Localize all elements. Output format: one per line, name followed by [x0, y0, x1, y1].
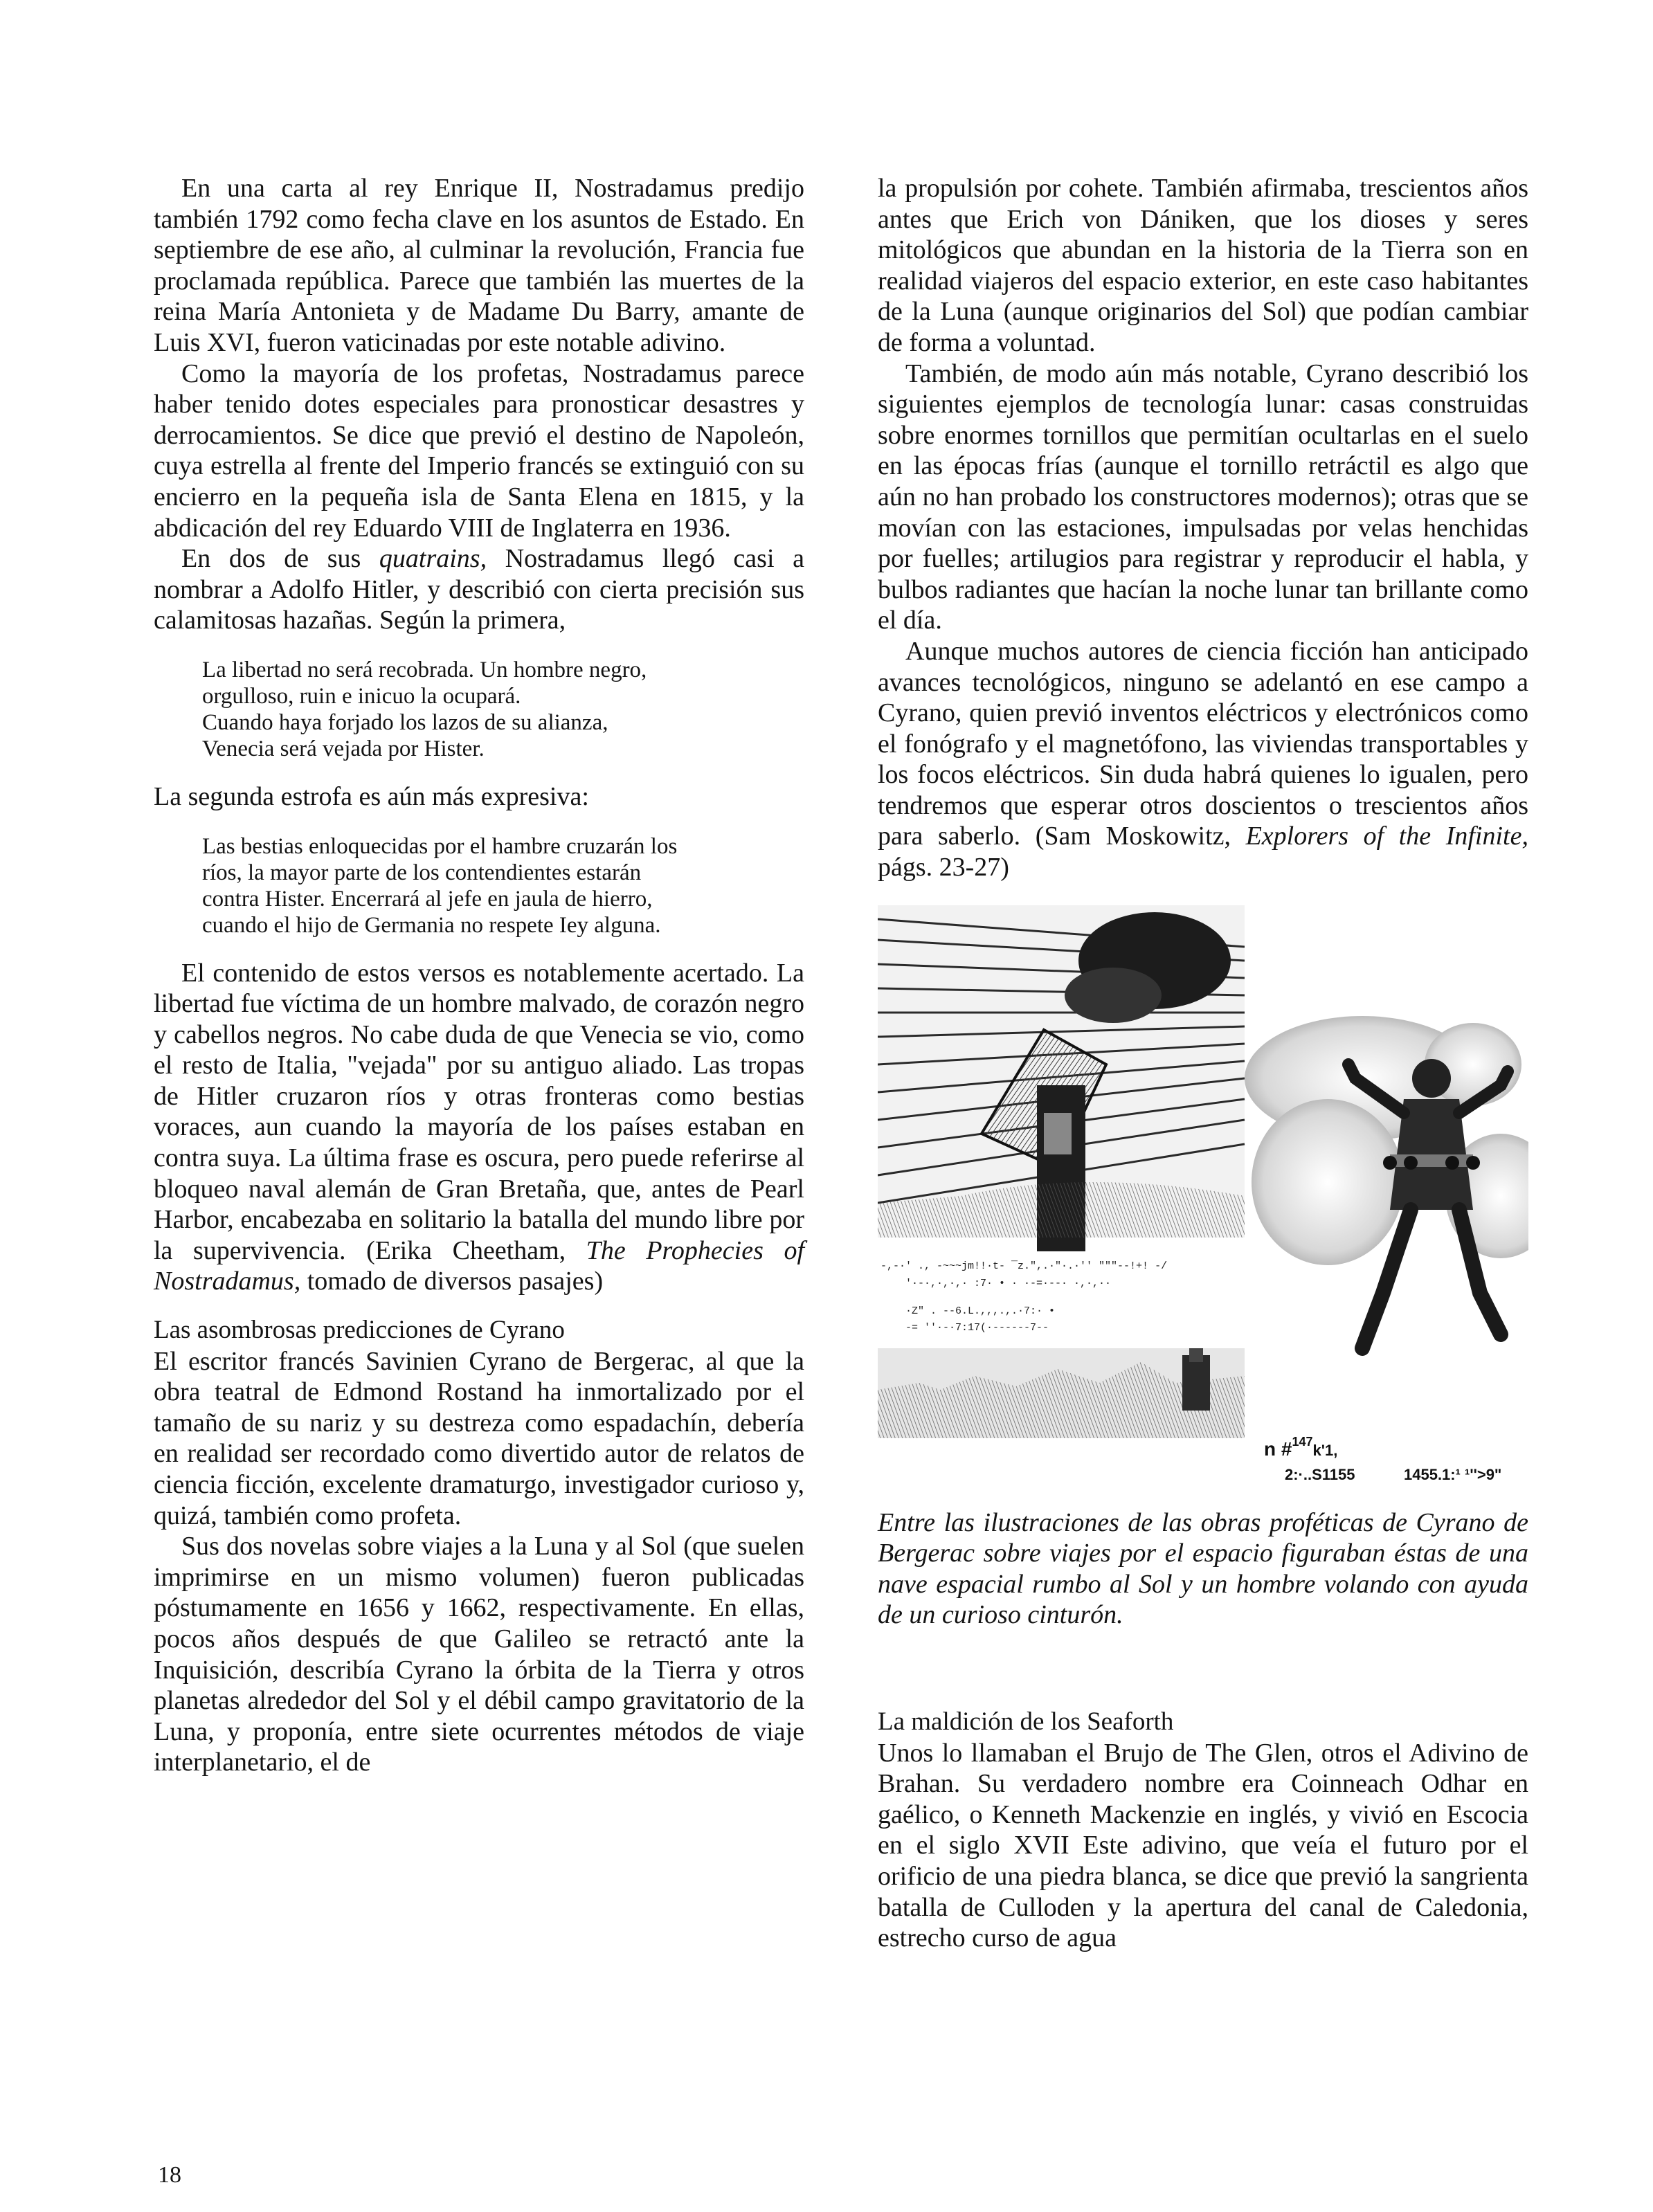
text-run: Aunque muchos autores de ciencia ficción han anticipado avances tecnológicos, ninguno se adelantó en ese campo a Cyrano, quien previó inventos eléctricos y electrónicos como el fonógrafo y el magnetófono, las viviendas transportables y los focos eléctricos. Sin duda habrá quienes lo igualen, pero tendremos que esperar otros doscientos o trescientos años para saberlo. (Sam Moskowitz,	[878, 636, 1528, 851]
text-run: Unos lo llamaban el Brujo de The Glen, otros el Adivino de Brahan. Su verdadero nombre era Coinneach Odhar en gaélico, o Kenneth Mackenzie en inglés, y vivió en Escocia en el siglo	[878, 1738, 1528, 1860]
noise-line: ·Z" . --6.L.,,,.,.·7:· •	[905, 1305, 1056, 1317]
verse-line: orgulloso, ruin e inicuo la ocupará.	[202, 683, 521, 709]
plate-mark-rest: k'1,	[1312, 1441, 1338, 1459]
cyrano-illustrations	[878, 905, 1528, 1507]
plate-mark	[1264, 1435, 1337, 1460]
plate-numbering	[1264, 1435, 1501, 1483]
paragraph: También, de modo aún más notable, Cyrano describió los siguientes ejemplos de tecnología lunar: casas construidas sobre enormes tornillos que permitían ocultarlas en el suelo en las épocas frías (aunque el tornillo retráctil es algo que aún no han probado los constructores modernos); otras que se movían con las estaciones, impulsadas por velas henchidas por fuelles; artilugios para registrar y reproducir el habla, y bulbos radiantes que hacían la noche lunar tan brillante como el día.	[878, 359, 1528, 635]
verse-line: Venecia será vejada por Hister.	[202, 736, 485, 761]
paragraph: la propulsión por cohete. También afirmaba, trescientos años antes que Erich von Dániken, que los dioses y seres mitológicos que abundan en la historia de la Tierra son en realidad viajeros del espacio exterior, en este caso habitantes de la Luna (aunque originarios del Sol) que podían cambiar de forma a voluntad.	[878, 174, 1528, 357]
paragraph: El escritor francés Savinien Cyrano de Bergerac, al que la obra teatral de Edmond Rostand ha inmortalizado por el tamaño de su nariz y su destreza como espadachín, debería en realidad ser recordado como divertido autor de relatos de ciencia ficción, excelente dramaturgo, investigador curioso y, quizá, también como profeta.	[154, 1346, 804, 1530]
text-run: En dos de sus	[181, 544, 379, 574]
noise-line: '·-·,·,·,· :7· • · ·-=·--· ·,·,··	[905, 1277, 1112, 1289]
paragraph: En una carta al rey Enrique II, Nostradamus predijo también 1792 como fecha clave en los asuntos de Estado. En septiembre de ese año, al culminar la revolución, Francia fue proclamada república. Parece que también las muertes de la reina María Antonieta y de Madame Du Barry, amante de Luis XVI, fueron vaticinadas por este notable adivino.	[154, 174, 804, 357]
verse-line: Cuando haya forjado los lazos de su alianza,	[202, 709, 608, 735]
text-run: Nostradamus llegó casi a nombrar a Adolfo Hitler, y describió con cierta precisión sus calamitosas hazañas. Según la primera,	[154, 544, 804, 635]
verse-line: La libertad no será recobrada. Un hombre negro,	[202, 657, 647, 682]
verse-line: ríos, la mayor parte de los contendientes estarán	[202, 860, 642, 885]
paragraph: La segunda estrofa es aún más expresiva:	[154, 781, 589, 811]
verse-line: cuando el hijo de Germania no respete Iey alguna.	[202, 912, 661, 938]
figure-caption: Entre las ilustraciones de las obras proféticas de Cyrano de Bergerac sobre viajes por el espacio figuraban éstas de una nave espacial rumbo al Sol y un hombre volando con ayuda de un curioso cinturón.	[878, 1507, 1528, 1630]
paragraph	[878, 636, 1528, 883]
text-run: Este adivino, que veía el futuro por el orificio de una piedra blanca, se dice que previó la sangrienta batalla de Culloden y la apertura del canal de Caledonia, estrecho curso de agua	[878, 1831, 1528, 1953]
plate-mark-sup: 147	[1292, 1434, 1313, 1449]
section-heading-seaforth: La maldición de los Seaforth	[878, 1707, 1174, 1737]
right-column	[878, 173, 1528, 1954]
quatrain-1	[202, 657, 804, 762]
paragraph: Sus dos novelas sobre viajes a la Luna y al Sol (que suelen imprimirse en un mismo volumen) fueron publicadas póstumamente en 1656 y 1662, respectivamente. En ellas, pocos años después de que Galileo se retractó ante la Inquisición, describía Cyrano la órbita de la Tierra y otros planetas alrededor del Sol y el débil campo gravitatorio de la Luna, y proponía, entre siete ocurrentes métodos de viaje interplanetario, el de	[154, 1532, 804, 1777]
italic-term: quatrains,	[379, 544, 487, 574]
century-numeral: XVII	[1013, 1831, 1069, 1860]
paragraph: Como la mayoría de los profetas, Nostradamus parece haber tenido dotes especiales para pronosticar desastres y derrocamientos. Se dice que previó el destino de Napoleón, cuya estrella al frente del Imperio francés se extinguió con su encierro en la pequeña isla de Santa Elena en 1815, y la abdicación del rey Eduardo VIII de Inglaterra en 1936.	[154, 359, 804, 543]
plate-mark-prefix: n #	[1264, 1438, 1292, 1460]
illustration-plates	[878, 905, 1528, 1507]
noise-line: -= ''·-·7:17(·------7--	[905, 1321, 1049, 1334]
page-number: 18	[158, 2162, 181, 2188]
flying-man-engraving	[1245, 905, 1528, 1431]
italic-title: Explorers of the Infinite,	[1245, 822, 1528, 851]
plate-code: 1455.1:¹ ¹''>9"	[1404, 1465, 1502, 1483]
quatrain-2	[202, 833, 804, 939]
verse-line: Las bestias enloquecidas por el hambre cruzarán los	[202, 833, 678, 859]
paragraph	[878, 1738, 1528, 1954]
left-column	[154, 173, 804, 1778]
text-run: El contenido de estos versos es notablemente acertado. La libertad fue víctima de un hombre malvado, de corazón negro y cabellos negros. No cabe duda de que Venecia se vio, como el resto de Italia, "vejada" por su antiguo aliado. Las tropas de Hitler cruzaron ríos y otras fronteras como bestias voraces, aun cuando la mayoría de los países estaban en contra suya. La última frase es oscura, pero puede referirse al bloqueo naval alemán de Gran Bretaña, que, antes de Pearl Harbor, encabezaba en solitario la batalla del mundo libre por la supervivencia. (Erika Cheetham,	[154, 958, 804, 1265]
plate-code: 2:·..S1155	[1285, 1465, 1355, 1483]
town-engraving	[878, 1348, 1245, 1438]
text-run: tomado de diversos pasajes)	[300, 1267, 604, 1296]
spaceship-engraving	[878, 905, 1245, 1251]
scan-artifact-text	[880, 1260, 1167, 1334]
text-run: págs. 23-27)	[878, 853, 1009, 882]
paragraph	[154, 543, 804, 636]
noise-line: -,-·' ., -~~~jm!!·t- ¯z.",.·"·.·'' """--!+! -/	[880, 1260, 1168, 1272]
paragraph	[154, 958, 804, 1298]
italic-title: The Prophecies of Nostradamus,	[154, 1235, 805, 1296]
verse-line: contra Hister. Encerrará al jefe en jaula de hierro,	[202, 886, 653, 912]
section-heading-cyrano: Las asombrosas predicciones de Cyrano	[154, 1316, 565, 1345]
